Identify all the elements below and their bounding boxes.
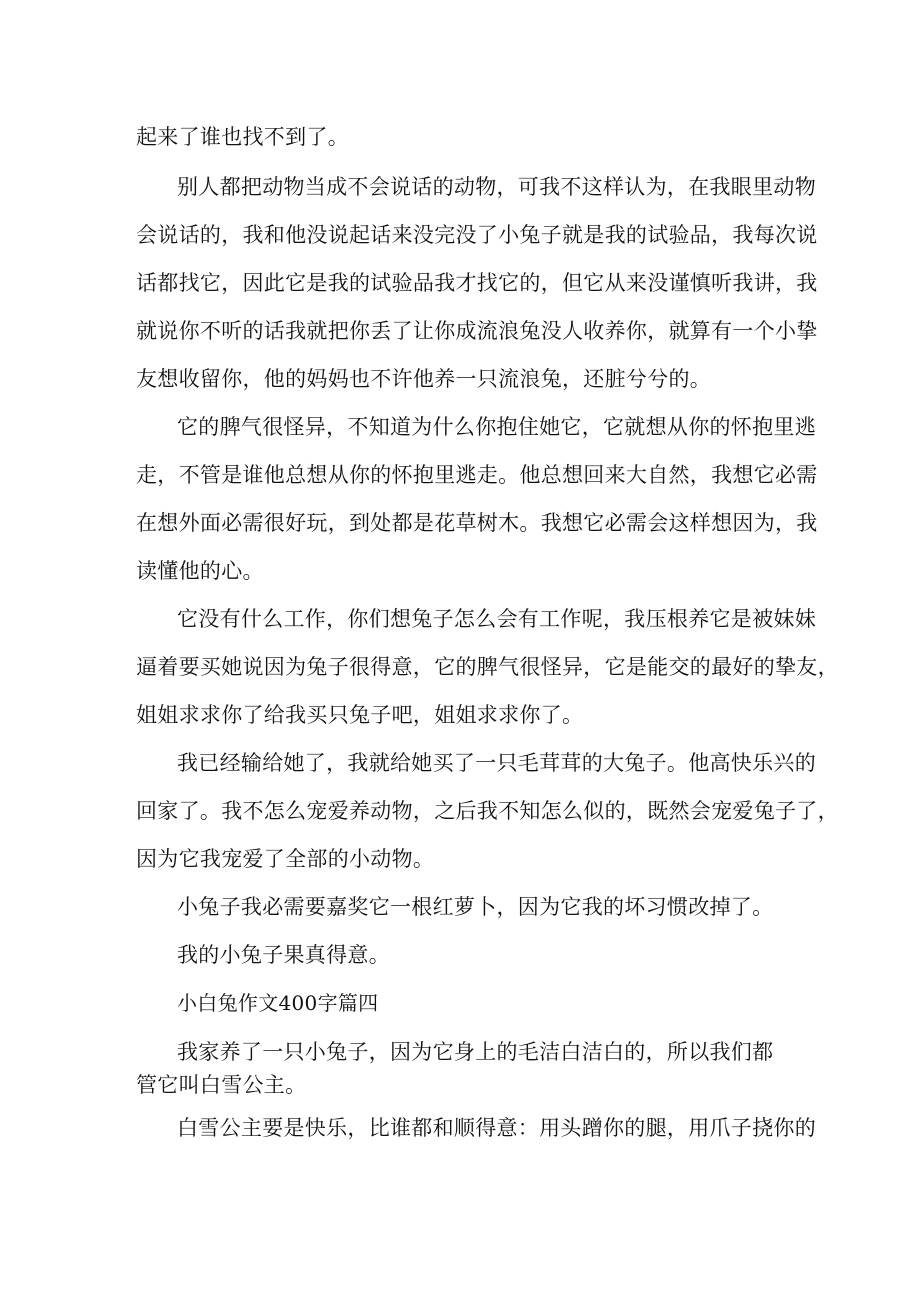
text-line: 读懂他的心。 <box>136 559 264 583</box>
text-line: 逼着要买她说因为兔子很得意，它的脾气很怪异，它是能交的最好的挚友， <box>136 655 839 679</box>
text-line: 管它叫白雪公主。 <box>136 1073 307 1097</box>
paragraph-start-line: 我家养了一只小兔子，因为它身上的毛洁白洁白的，所以我们都 <box>177 1040 774 1064</box>
text-line: 起来了谁也找不到了。 <box>136 125 349 149</box>
paragraph-start-line: 白雪公主要是快乐，比谁都和顺得意：用头蹭你的腿，用爪子挠你的 <box>177 1116 816 1140</box>
text-line: 就说你不听的话我就把你丢了让你成流浪兔没人收养你，就算有一个小挚 <box>136 319 818 343</box>
paragraph-start-line: 它的脾气很怪异，不知道为什么你抱住她它，它就想从你的怀抱里逃 <box>177 415 816 439</box>
paragraph-start-line: 小兔子我必需要嘉奖它一根红萝卜，因为它我的坏习惯改掉了。 <box>177 895 774 919</box>
text-line: 在想外面必需很好玩，到处都是花草树木。我想它必需会这样想因为，我 <box>136 511 818 535</box>
paragraph-start-line: 我已经输给她了，我就给她买了一只毛茸茸的大兔子。他高快乐兴的 <box>177 751 816 775</box>
paragraph-start-line: 别人都把动物当成不会说话的动物，可我不这样认为，在我眼里动物 <box>177 175 816 199</box>
section-heading: 小白兔作文400字篇四 <box>177 991 379 1015</box>
text-line: 回家了。我不怎么宠爱养动物，之后我不知怎么似的，既然会宠爱兔子了， <box>136 799 839 823</box>
text-line: 话都找它，因此它是我的试验品我才找它的，但它从来没谨慎听我讲，我 <box>136 271 818 295</box>
paragraph-start-line: 它没有什么工作，你们想兔子怎么会有工作呢，我压根养它是被妹妹 <box>177 607 816 631</box>
text-line: 因为它我宠爱了全部的小动物。 <box>136 847 435 871</box>
text-line: 走，不管是谁他总想从你的怀抱里逃走。他总想回来大自然，我想它必需 <box>136 463 818 487</box>
text-line: 会说话的，我和他没说起话来没完没了小兔子就是我的试验品，我每次说 <box>136 223 818 247</box>
text-line: 友想收留你，他的妈妈也不许他养一只流浪兔，还脏兮兮的。 <box>136 367 712 391</box>
text-line: 姐姐求求你了给我买只兔子吧，姐姐求求你了。 <box>136 703 584 727</box>
paragraph-start-line: 我的小兔子果真得意。 <box>177 943 390 967</box>
